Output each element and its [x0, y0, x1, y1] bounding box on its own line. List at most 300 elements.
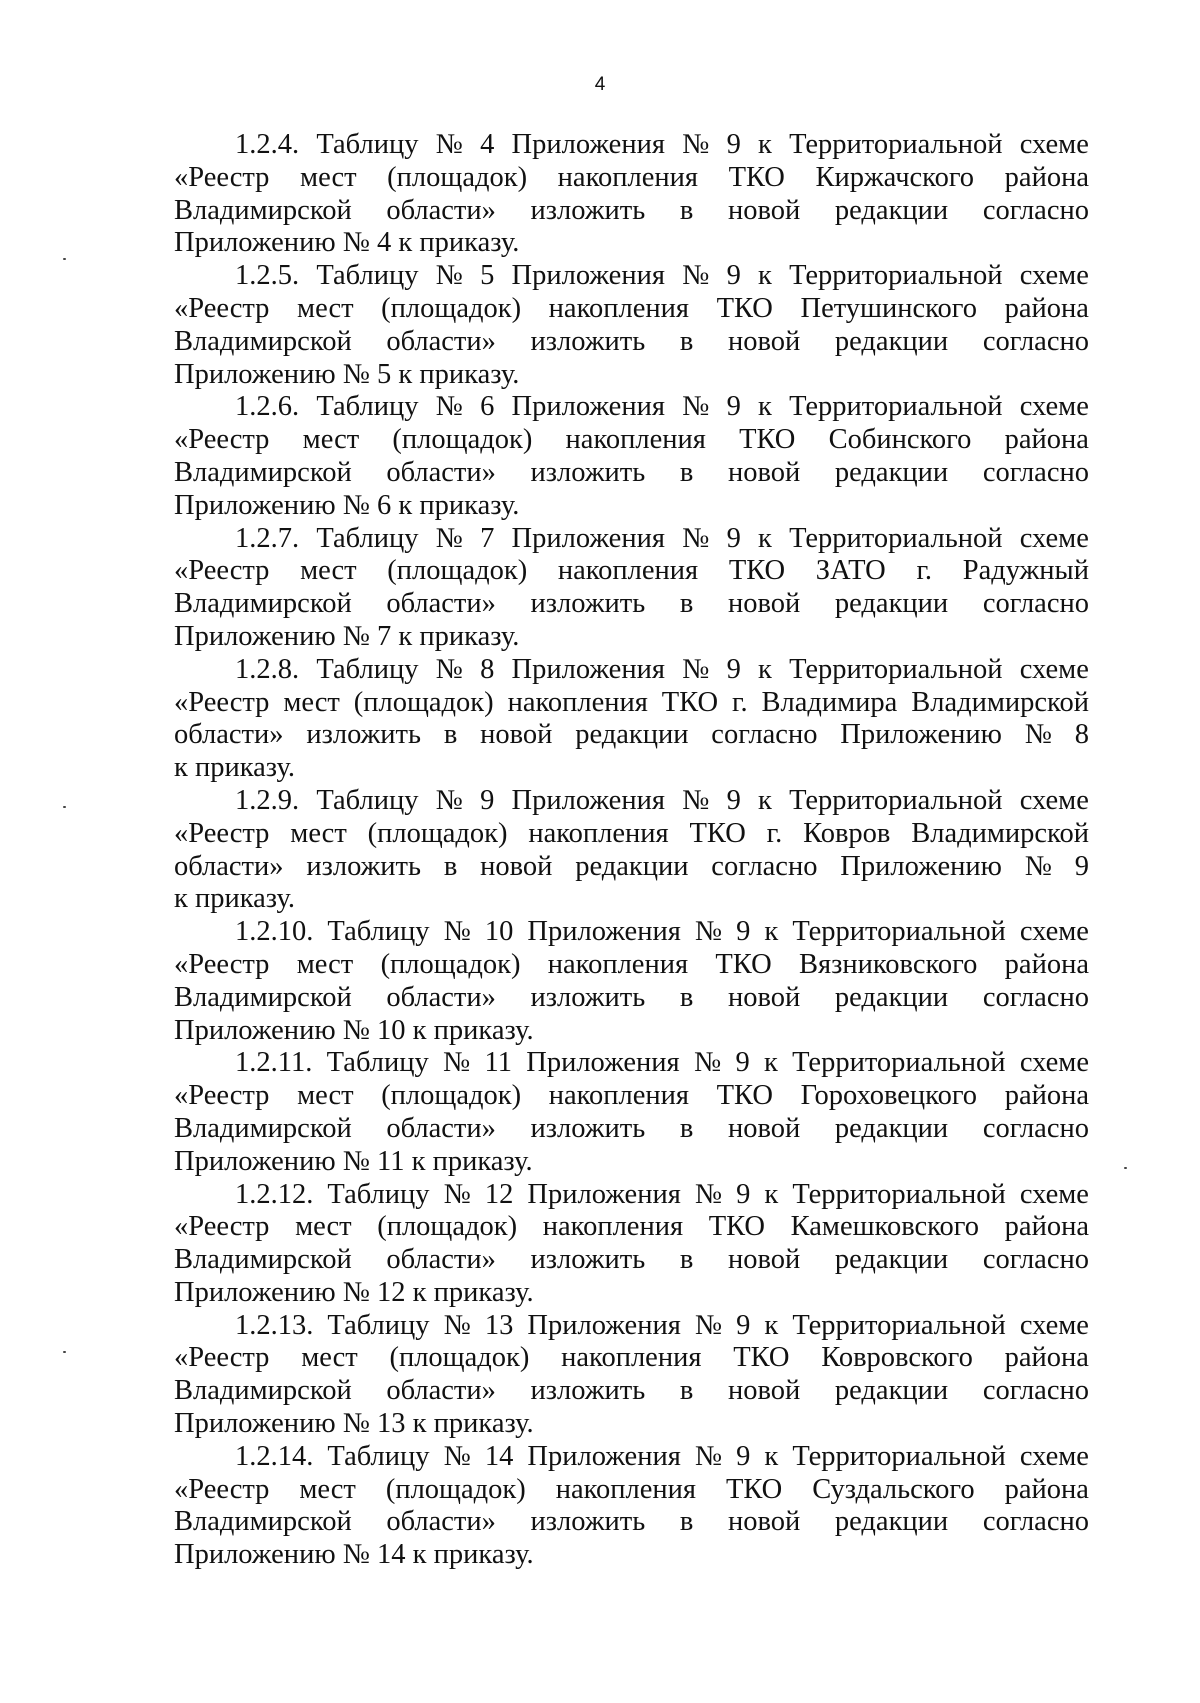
item-last-line [174, 621, 1089, 654]
word: согласно [982, 588, 1089, 620]
word: ТКО [728, 555, 786, 587]
item-first-line [174, 654, 1089, 687]
word: мест [297, 1080, 354, 1112]
word: ЗАТО [815, 555, 886, 587]
word: Камешковского [790, 1211, 980, 1243]
word: Владимирской [174, 588, 352, 620]
item-line [174, 555, 1089, 588]
word: накопления [565, 424, 706, 456]
amendment-item [174, 1179, 1089, 1310]
word: Суздальского [812, 1473, 975, 1505]
word: № [435, 784, 463, 816]
scan-artifact [63, 1351, 66, 1353]
word: Территориальной [789, 391, 1003, 423]
item-last-line [174, 883, 1089, 916]
document-body [174, 129, 1089, 1572]
word: в [443, 719, 458, 751]
item-first-line [174, 916, 1089, 949]
item-line [174, 1506, 1089, 1539]
word: 12 [484, 1178, 514, 1210]
word: схеме [1019, 1440, 1089, 1472]
word: № [443, 1440, 471, 1472]
word: 1.2.10. [235, 916, 314, 948]
word: 9 [726, 129, 741, 160]
word: Таблицу [316, 260, 419, 292]
word: Вязниковского [799, 948, 978, 980]
item-last-line [174, 752, 1089, 785]
word: изложить [530, 1375, 646, 1407]
word: (площадок) [353, 686, 494, 718]
word: области» [386, 1375, 496, 1407]
word: № [1024, 719, 1052, 751]
word: Территориальной [792, 916, 1006, 948]
word: мест [296, 948, 354, 980]
word: мест [283, 686, 340, 718]
word: в [443, 850, 458, 882]
word: ТКО [739, 424, 796, 456]
word: Владимирской [911, 686, 1089, 718]
word: накопления [548, 292, 689, 324]
word: (площадок) [387, 161, 528, 193]
word: схеме [1019, 391, 1089, 423]
item-line [174, 162, 1089, 195]
word: ТКО [716, 292, 773, 324]
word: района [1004, 1211, 1089, 1243]
word: новой [727, 456, 801, 488]
word: Таблицу [327, 1178, 430, 1210]
word: «Реестр [174, 1342, 270, 1374]
item-line [174, 457, 1089, 490]
word: изложить [306, 850, 422, 882]
word: № [435, 522, 463, 554]
item-line [174, 293, 1089, 326]
word: накопления [528, 817, 669, 849]
word: района [1004, 1342, 1089, 1374]
word: Таблицу [327, 1440, 430, 1472]
item-last-line [174, 1146, 1089, 1179]
word: редакции [575, 850, 689, 882]
word: (площадок) [381, 1080, 522, 1112]
word: изложить [530, 588, 646, 620]
item-line [174, 1080, 1089, 1113]
word: 1.2.13. [235, 1309, 314, 1341]
word: № [694, 1309, 723, 1341]
word: «Реестр [174, 555, 270, 587]
word: Приложения [526, 1047, 680, 1079]
word: 1.2.5. [235, 260, 300, 292]
word: 1.2.6. [235, 391, 300, 423]
item-line [174, 1244, 1089, 1277]
scan-artifact [1124, 1167, 1127, 1169]
word: 13 [484, 1309, 514, 1341]
word: № [694, 1440, 723, 1472]
word: 11 [484, 1047, 512, 1079]
word: «Реестр [174, 817, 270, 849]
word: Владимира [761, 686, 898, 718]
word: области» [386, 325, 496, 357]
word: ТКО [716, 1080, 773, 1112]
word: области» [386, 1244, 496, 1276]
word: Владимирской [174, 194, 352, 226]
word: мест [300, 161, 357, 193]
word: накопления [561, 1342, 702, 1374]
word: Приложению № 10 к приказу. [174, 1014, 534, 1046]
word: Приложению № 6 к приказу. [174, 489, 520, 521]
word: ТКО [725, 1473, 783, 1505]
word: к приказу. [174, 752, 295, 784]
word: в [679, 1112, 694, 1144]
word: «Реестр [174, 1211, 270, 1243]
word: 1.2.8. [235, 653, 300, 685]
item-first-line [174, 391, 1089, 424]
word: схеме [1019, 129, 1089, 160]
word: Владимирской [174, 325, 352, 357]
word: новой [727, 1112, 801, 1144]
item-line [174, 195, 1089, 228]
word: «Реестр [174, 948, 270, 980]
word: № [443, 1178, 471, 1210]
word: Таблицу [316, 784, 419, 816]
item-last-line [174, 227, 1089, 260]
word: 8 [480, 653, 495, 685]
word: мест [290, 817, 347, 849]
word: редакции [834, 981, 949, 1013]
word: 1.2.14. [235, 1440, 314, 1472]
item-line [174, 1342, 1089, 1375]
amendment-item [174, 523, 1089, 654]
item-last-line [174, 359, 1089, 392]
amendment-item [174, 654, 1089, 785]
word: изложить [530, 981, 646, 1013]
word: № [682, 260, 710, 292]
word: «Реестр [174, 161, 270, 193]
word: ТКО [708, 1211, 765, 1243]
word: 7 [480, 522, 495, 554]
item-line [174, 851, 1089, 884]
word: Таблицу [316, 522, 419, 554]
scan-artifact [63, 258, 66, 260]
word: редакции [834, 1244, 949, 1276]
word: Территориальной [789, 784, 1003, 816]
item-last-line [174, 1015, 1089, 1048]
word: Приложению № 13 к приказу. [174, 1408, 534, 1440]
word: новой [480, 719, 553, 751]
word: к [758, 129, 772, 160]
word: редакции [834, 456, 949, 488]
word: Таблицу [316, 653, 419, 685]
word: Таблицу [316, 391, 419, 423]
word: Владимирской [174, 1375, 352, 1407]
page-number: 4 [594, 74, 606, 95]
word: Собинского [828, 424, 972, 456]
word: Приложения [511, 522, 665, 554]
item-line [174, 1113, 1089, 1146]
word: Приложению № 12 к приказу. [174, 1276, 534, 1308]
word: Приложения [527, 1178, 681, 1210]
word: мест [299, 1473, 356, 1505]
word: «Реестр [174, 292, 270, 324]
word: «Реестр [174, 1080, 270, 1112]
word: (площадок) [367, 817, 508, 849]
word: схеме [1019, 1309, 1089, 1341]
word: 9 [736, 1440, 751, 1472]
word: в [679, 1244, 694, 1276]
item-last-line [174, 1539, 1089, 1572]
word: Петушинского [800, 292, 978, 324]
word: в [679, 325, 694, 357]
word: изложить [530, 1244, 646, 1276]
amendment-item [174, 260, 1089, 391]
item-last-line [174, 1277, 1089, 1310]
word: (площадок) [392, 424, 533, 456]
word: согласно [982, 1244, 1089, 1276]
word: редакции [834, 588, 949, 620]
word: района [1004, 292, 1089, 324]
word: 9 [726, 653, 741, 685]
word: Таблицу [327, 916, 430, 948]
word: Владимирской [174, 1112, 352, 1144]
word: Приложению № 7 к приказу. [174, 620, 520, 652]
word: накопления [542, 1211, 684, 1243]
word: Гороховецкого [800, 1080, 978, 1112]
word: редакции [834, 1506, 949, 1538]
scan-artifact [63, 806, 66, 808]
word: к [764, 1440, 779, 1472]
item-first-line [174, 1179, 1089, 1212]
word: ТКО [689, 817, 746, 849]
word: изложить [530, 1112, 646, 1144]
word: изложить [530, 325, 646, 357]
word: Владимирской [174, 1244, 352, 1276]
word: № [435, 391, 463, 423]
word: 9 [480, 784, 495, 816]
word: 1.2.7. [235, 522, 300, 554]
word: редакции [575, 719, 689, 751]
word: № [1024, 850, 1052, 882]
word: новой [727, 194, 801, 226]
word: № [435, 653, 463, 685]
word: 1.2.9. [235, 784, 300, 816]
word: Территориальной [789, 129, 1003, 160]
word: изложить [530, 1506, 646, 1538]
word: согласно [982, 981, 1089, 1013]
word: схеме [1019, 1047, 1089, 1079]
word: области» [386, 588, 496, 620]
item-line [174, 1474, 1089, 1507]
item-line [174, 818, 1089, 851]
word: (площадок) [385, 1473, 526, 1505]
word: редакции [834, 1112, 949, 1144]
word: согласно [982, 1506, 1089, 1538]
word: Территориальной [792, 1047, 1006, 1079]
word: Таблицу [327, 1309, 430, 1341]
item-first-line [174, 1310, 1089, 1343]
word: Приложения [511, 260, 665, 292]
word: 9 [726, 260, 741, 292]
word: № [682, 784, 710, 816]
item-line [174, 949, 1089, 982]
word: новой [727, 1375, 801, 1407]
word: № [682, 129, 710, 160]
word: Радужный [962, 555, 1089, 587]
word: редакции [834, 194, 949, 226]
word: мест [300, 555, 357, 587]
word: схеме [1019, 653, 1089, 685]
word: Таблицу [316, 129, 419, 160]
word: редакции [834, 325, 949, 357]
word: Приложения [527, 916, 681, 948]
word: мест [297, 292, 354, 324]
word: района [1004, 948, 1089, 980]
word: Приложения [527, 1309, 681, 1341]
word: согласно [982, 1375, 1089, 1407]
word: новой [727, 588, 801, 620]
word: № [694, 1178, 723, 1210]
word: мест [301, 1342, 358, 1374]
word: накопления [555, 1473, 696, 1505]
item-first-line [174, 1047, 1089, 1080]
word: новой [727, 1244, 801, 1276]
word: в [679, 981, 694, 1013]
word: к [758, 391, 772, 423]
word: схеме [1019, 1178, 1089, 1210]
word: в [679, 1375, 694, 1407]
word: 9 [726, 391, 741, 423]
word: к [764, 1309, 779, 1341]
word: 6 [480, 391, 495, 423]
item-line [174, 687, 1089, 720]
word: в [679, 1506, 694, 1538]
word: накопления [547, 948, 689, 980]
word: 5 [480, 260, 495, 292]
word: изложить [306, 719, 422, 751]
word: района [1004, 161, 1089, 193]
word: 10 [484, 916, 514, 948]
amendment-item [174, 129, 1089, 260]
word: области» [386, 194, 496, 226]
word: Ковровского [821, 1342, 973, 1374]
word: к [758, 653, 772, 685]
word: Приложению № 14 к приказу. [174, 1539, 534, 1571]
word: Киржачского [815, 161, 975, 193]
word: № [682, 653, 710, 685]
word: Территориальной [792, 1440, 1006, 1472]
word: 9 [736, 1178, 751, 1210]
amendment-item [174, 916, 1089, 1047]
word: 14 [484, 1440, 514, 1472]
word: Приложения [511, 391, 665, 423]
word: района [1004, 1473, 1089, 1505]
word: накопления [557, 161, 698, 193]
word: Территориальной [792, 1309, 1006, 1341]
word: 9 [736, 1309, 751, 1341]
word: Ковров [803, 817, 891, 849]
word: изложить [530, 456, 646, 488]
word: Приложения [511, 653, 665, 685]
word: № [435, 260, 463, 292]
word: Владимирской [174, 981, 352, 1013]
amendment-item [174, 1047, 1089, 1178]
word: согласно [982, 325, 1089, 357]
word: 1.2.4. [235, 129, 300, 160]
word: 1.2.11. [235, 1047, 313, 1079]
word: согласно [982, 456, 1089, 488]
item-first-line [174, 523, 1089, 556]
word: схеме [1019, 916, 1089, 948]
word: Владимирской [174, 456, 352, 488]
amendment-item [174, 391, 1089, 522]
item-first-line [174, 1441, 1089, 1474]
word: Территориальной [789, 653, 1003, 685]
item-last-line [174, 490, 1089, 523]
amendment-item [174, 785, 1089, 916]
word: к [758, 784, 772, 816]
amendment-item [174, 1310, 1089, 1441]
word: новой [727, 325, 801, 357]
word: № [682, 522, 710, 554]
word: № [443, 1047, 471, 1079]
word: Приложению № 5 к приказу. [174, 358, 520, 390]
word: области» [386, 981, 496, 1013]
item-line [174, 1375, 1089, 1408]
word: согласно [982, 194, 1089, 226]
word: к [764, 1178, 779, 1210]
word: Приложению № 4 к приказу. [174, 227, 520, 259]
word: новой [727, 1506, 801, 1538]
word: ТКО [661, 686, 719, 718]
word: г. [766, 817, 783, 849]
word: ТКО [728, 161, 785, 193]
word: «Реестр [174, 424, 270, 456]
word: «Реестр [174, 686, 270, 718]
word: редакции [834, 1375, 949, 1407]
word: в [679, 456, 694, 488]
word: 9 [726, 784, 741, 816]
word: № [682, 391, 710, 423]
word: схеме [1019, 260, 1089, 292]
item-first-line [174, 260, 1089, 293]
word: согласно [711, 719, 818, 751]
word: Территориальной [789, 260, 1003, 292]
item-line [174, 719, 1089, 752]
item-line [174, 326, 1089, 359]
word: (площадок) [389, 1342, 530, 1374]
word: Приложению [840, 850, 1002, 882]
word: накопления [507, 686, 648, 718]
item-first-line [174, 129, 1089, 162]
word: г. [916, 555, 933, 587]
word: Приложения [511, 129, 665, 160]
word: Приложению [840, 719, 1002, 751]
item-line [174, 982, 1089, 1015]
word: 9 [1074, 850, 1089, 882]
word: области» [386, 1506, 496, 1538]
word: накопления [557, 555, 699, 587]
word: области» [174, 719, 284, 751]
word: Приложения [511, 784, 665, 816]
word: 4 [480, 129, 495, 160]
word: накопления [548, 1080, 690, 1112]
word: к [758, 522, 772, 554]
word: 9 [735, 1047, 750, 1079]
word: 9 [726, 522, 741, 554]
word: (площадок) [381, 292, 522, 324]
word: Территориальной [789, 522, 1003, 554]
word: района [1004, 424, 1089, 456]
word: к [764, 916, 779, 948]
word: 1.2.12. [235, 1178, 314, 1210]
word: Приложения [527, 1440, 681, 1472]
